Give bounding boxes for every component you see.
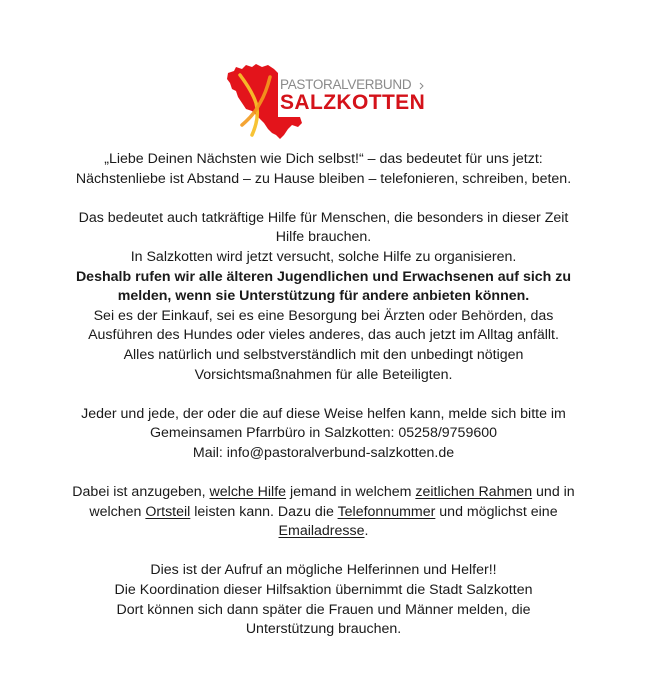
- underlined-ortsteil: Ortsteil: [145, 503, 191, 520]
- text-segment: jemand in welchem: [286, 484, 416, 501]
- pastoralverbund-logo: [226, 63, 426, 141]
- requirements-line: [40, 503, 607, 523]
- text-segment: .: [364, 523, 369, 540]
- text-segment: Dabei ist anzugeben,: [72, 484, 210, 501]
- contact-email-line: Mail: info@pastoralverbund-salzkotten.de: [192, 444, 455, 461]
- text-line: Alles natürlich und selbstverständlich mit den unbedingt nötigen: [123, 346, 524, 363]
- underlined-emailadresse: Emailadresse: [278, 523, 365, 540]
- text-line: Vorsichtsmaßnahmen für alle Beteiligten.: [194, 366, 453, 383]
- text-line: Nächstenliebe ist Abstand – zu Hause bleiben – telefonieren, schreiben, beten.: [75, 170, 572, 187]
- text-line: Dort können sich dann später die Frauen und Männer melden, die: [116, 601, 531, 618]
- text-line: Die Koordination dieser Hilfsaktion übernimmt die Stadt Salzkotten: [114, 582, 533, 599]
- underlined-welche-hilfe: welche Hilfe: [209, 484, 287, 501]
- text-line: In Salzkotten wird jetzt versucht, solche Hilfe zu organisieren.: [130, 248, 517, 265]
- text-segment: und möglichst eine: [435, 503, 558, 520]
- text-line: Hilfe brauchen.: [275, 229, 372, 246]
- logo-line-salzkotten: SALZKOTTEN: [280, 91, 426, 114]
- document-body: [40, 150, 607, 640]
- underlined-zeitlichen-rahmen: zeitlichen Rahmen: [415, 484, 533, 501]
- text-line: Sei es der Einkauf, sei es eine Besorgung bei Ärzten oder Behörden, das: [93, 307, 554, 324]
- text-line: Dies ist der Aufruf an mögliche Helferinnen und Helfer!!: [150, 562, 497, 579]
- text-line: Das bedeutet auch tatkräftige Hilfe für Menschen, die besonders in dieser Zeit: [78, 209, 569, 226]
- text-line: Unterstützung brauchen.: [245, 621, 402, 638]
- bold-appeal-line: Deshalb rufen wir alle älteren Jugendlichen und Erwachsenen auf sich zu: [75, 268, 572, 285]
- requirements-line: [40, 483, 607, 503]
- text-segment: welchen: [89, 503, 146, 520]
- bold-appeal-line: melden, wenn sie Unterstützung für andere anbieten können.: [117, 288, 530, 305]
- quote-line: „Liebe Deinen Nächsten wie Dich selbst!“ – das bedeutet für uns jetzt:: [104, 151, 543, 167]
- text-line: Ausführen des Hundes oder vieles anderes, das auch jetzt im Alltag anfällt.: [88, 327, 559, 344]
- requirements-line: [40, 522, 607, 542]
- logo-line-pastoralverbund: PASTORALVERBUND: [280, 77, 412, 92]
- underlined-telefonnummer: Telefonnummer: [337, 503, 436, 520]
- text-segment: und in: [532, 484, 575, 501]
- text-segment: leisten kann. Dazu die: [190, 503, 338, 520]
- text-line: Jeder und jede, der oder die auf diese Weise helfen kann, melde sich bitte im: [81, 405, 566, 422]
- contact-phone-line: Gemeinsamen Pfarrbüro in Salzkotten: 05258/9759600: [149, 425, 498, 442]
